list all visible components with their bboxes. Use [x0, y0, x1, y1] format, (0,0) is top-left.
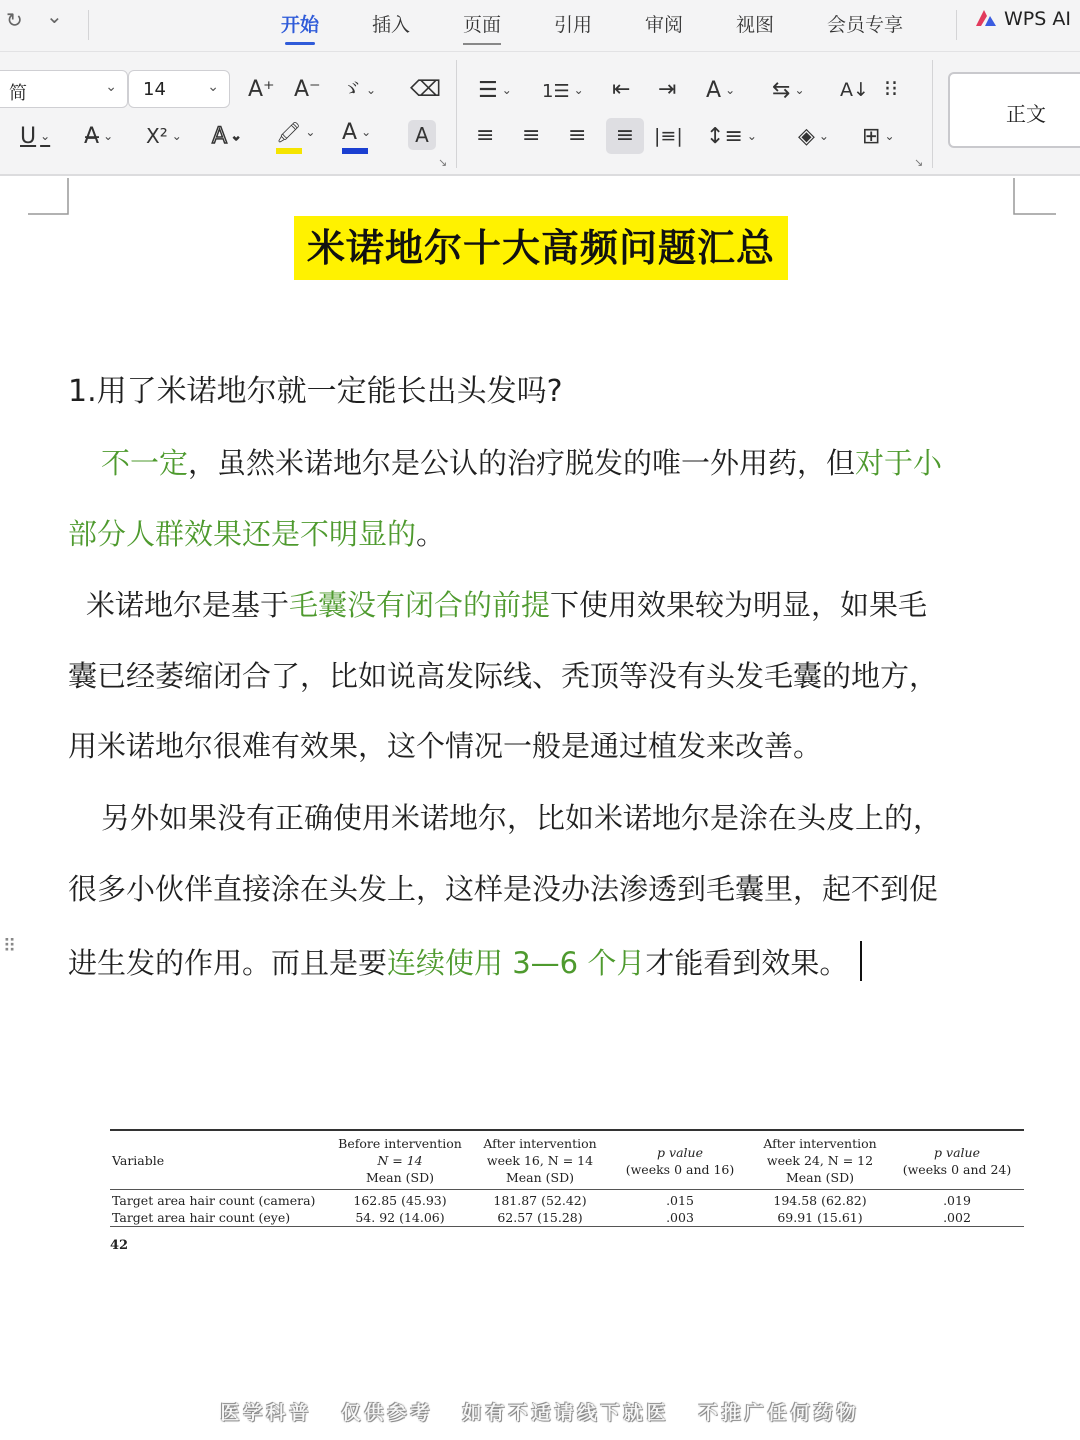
chevron-down-icon: ⌄	[105, 79, 117, 95]
increase-indent-icon[interactable]: ⇥	[658, 77, 677, 102]
table-header: After intervention week 16, N = 14 Mean (SD)	[470, 1130, 610, 1190]
superscript-icon[interactable]: X² ⌄	[146, 124, 182, 148]
strikethrough-icon[interactable]: A̶ ⌄	[84, 124, 114, 149]
paragraph-1-line-2: 部分人群效果还是不明显的。	[68, 517, 446, 551]
tab-bar	[0, 0, 1080, 52]
font-name-value: 简	[9, 83, 27, 104]
page-corner-mark	[1012, 178, 1056, 216]
font-color-icon[interactable]: A ⌄	[342, 120, 371, 145]
align-left-icon[interactable]: ≡	[476, 123, 495, 148]
font-dialog-launcher-icon[interactable]: ↘	[438, 156, 448, 169]
footer-text: 医学科普	[220, 1402, 313, 1424]
chinese-layout-icon[interactable]: A ⌄	[706, 78, 736, 103]
numbering-icon[interactable]: 1☰ ⌄	[542, 81, 584, 102]
tab-references[interactable]: 引用	[554, 14, 593, 36]
paragraph-1-line-1: 不一定，虽然米诺地尔是公认的治疗脱发的唯一外用药，但对于小	[101, 446, 943, 480]
wps-ai-logo-icon	[974, 8, 998, 28]
font-size-value: 14	[143, 79, 166, 100]
justify-icon[interactable]: ≡	[606, 118, 644, 154]
drag-handle-icon[interactable]: ⠿	[3, 936, 18, 957]
redo-icon[interactable]: ↻	[6, 8, 23, 32]
align-right-icon[interactable]: ≡	[568, 123, 587, 148]
sort-icon[interactable]: A↓	[840, 79, 869, 101]
table-row: Target area hair count (eye) 54. 92 (14.06) 62.57 (15.28) .003 69.91 (15.61) .002	[112, 1210, 971, 1225]
tab-view[interactable]: 视图	[736, 14, 775, 36]
highlight-color-icon[interactable]: 🖍 ⌄	[276, 120, 315, 145]
phonetic-guide-icon[interactable]: ゞ ⌄	[340, 78, 377, 103]
table-row: Target area hair count (camera) 162.85 (45.93) 181.87 (52.42) .015 194.58 (62.82) .019	[112, 1193, 971, 1208]
distributed-align-icon[interactable]: |≡|	[654, 125, 683, 147]
clear-format-icon[interactable]: ⌫	[410, 77, 442, 102]
underline-icon[interactable]: U ⌄	[20, 124, 51, 149]
show-marks-icon[interactable]: ⁝⁝	[884, 77, 898, 102]
paragraph-shading-icon[interactable]: ◈ ⌄	[798, 124, 829, 149]
paragraph-3-line-3: 进生发的作用。而且是要连续使用 3—6 个月才能看到效果。	[68, 941, 862, 981]
character-shading-icon[interactable]: A	[408, 120, 436, 150]
ribbon-separator	[456, 60, 457, 168]
text-direction-icon[interactable]: ⇆ ⌄	[772, 78, 805, 103]
table-header: Variable	[110, 1130, 330, 1190]
paragraph-3-line-2: 很多小伙伴直接涂在头发上，这样是没办法渗透到毛囊里，起不到促	[68, 872, 939, 906]
footer-disclaimer	[0, 1398, 1080, 1432]
table-header: Before intervention N = 14 Mean (SD)	[330, 1130, 470, 1190]
text-effect-icon[interactable]: A ⌄	[212, 124, 242, 149]
paragraph-2-line-1: 米诺地尔是基于毛囊没有闭合的前提下使用效果较为明显，如果毛	[86, 588, 928, 622]
source-page-number: 42	[110, 1238, 129, 1253]
highlight-swatch	[276, 148, 302, 154]
font-size-select[interactable]	[128, 70, 230, 108]
decrease-indent-icon[interactable]: ⇤	[612, 77, 631, 102]
paragraph-3-line-1: 另外如果没有正确使用米诺地尔，比如米诺地尔是涂在头皮上的，	[101, 801, 943, 835]
table-header: After intervention week 24, N = 12 Mean (SD)	[750, 1130, 890, 1190]
ribbon-toolbar	[0, 52, 1080, 176]
paragraph-dialog-launcher-icon[interactable]: ↘	[914, 156, 924, 169]
paragraph-2-line-3: 用米诺地尔很难有效果，这个情况一般是通过植发来改善。	[68, 729, 823, 763]
tab-insert[interactable]: 插入	[372, 14, 411, 36]
font-name-select[interactable]	[0, 70, 128, 108]
footer-text: 仅供参考	[341, 1402, 434, 1424]
tab-divider	[88, 10, 89, 40]
paragraph-2-line-2: 囊已经萎缩闭合了，比如说高发际线、秃顶等没有头发毛囊的地方，	[68, 659, 939, 693]
grow-font-icon[interactable]: A⁺	[248, 77, 275, 102]
style-normal-label: 正文	[1006, 102, 1046, 126]
question-heading: 1.用了米诺地尔就一定能长出头发吗?	[68, 374, 563, 409]
footer-text: 不推广任何药物	[698, 1402, 860, 1424]
document-title: 米诺地尔十大高频问题汇总	[294, 216, 788, 280]
text-cursor	[860, 941, 862, 981]
quick-access-dropdown-icon[interactable]: ⌄	[46, 4, 63, 28]
shrink-font-icon[interactable]: A⁻	[294, 77, 321, 102]
font-color-swatch	[342, 148, 368, 154]
tab-home[interactable]: 开始	[281, 10, 319, 37]
ribbon-separator	[932, 60, 933, 168]
wps-ai-label: WPS AI	[1004, 8, 1071, 30]
table-header: p value (weeks 0 and 24)	[890, 1130, 1024, 1190]
table-header: p value (weeks 0 and 16)	[610, 1130, 750, 1190]
page-corner-mark	[28, 178, 70, 216]
chevron-down-icon: ⌄	[207, 79, 219, 95]
style-gallery-normal[interactable]	[948, 72, 1080, 148]
study-results-table	[110, 1129, 1024, 1227]
wps-ai-button[interactable]	[974, 8, 1071, 30]
borders-icon[interactable]: ⊞ ⌄	[862, 124, 895, 149]
align-center-icon[interactable]: ≡	[522, 123, 541, 148]
bullets-icon[interactable]: ☰ ⌄	[478, 78, 512, 103]
line-spacing-icon[interactable]: ↕≡ ⌄	[706, 124, 757, 149]
document-page[interactable]	[0, 178, 1080, 1440]
tab-page[interactable]: 页面	[463, 10, 501, 37]
tab-divider	[956, 10, 957, 40]
footer-text: 如有不适请线下就医	[462, 1402, 670, 1424]
tab-review[interactable]: 审阅	[645, 14, 684, 36]
tab-member[interactable]: 会员专享	[827, 14, 904, 36]
